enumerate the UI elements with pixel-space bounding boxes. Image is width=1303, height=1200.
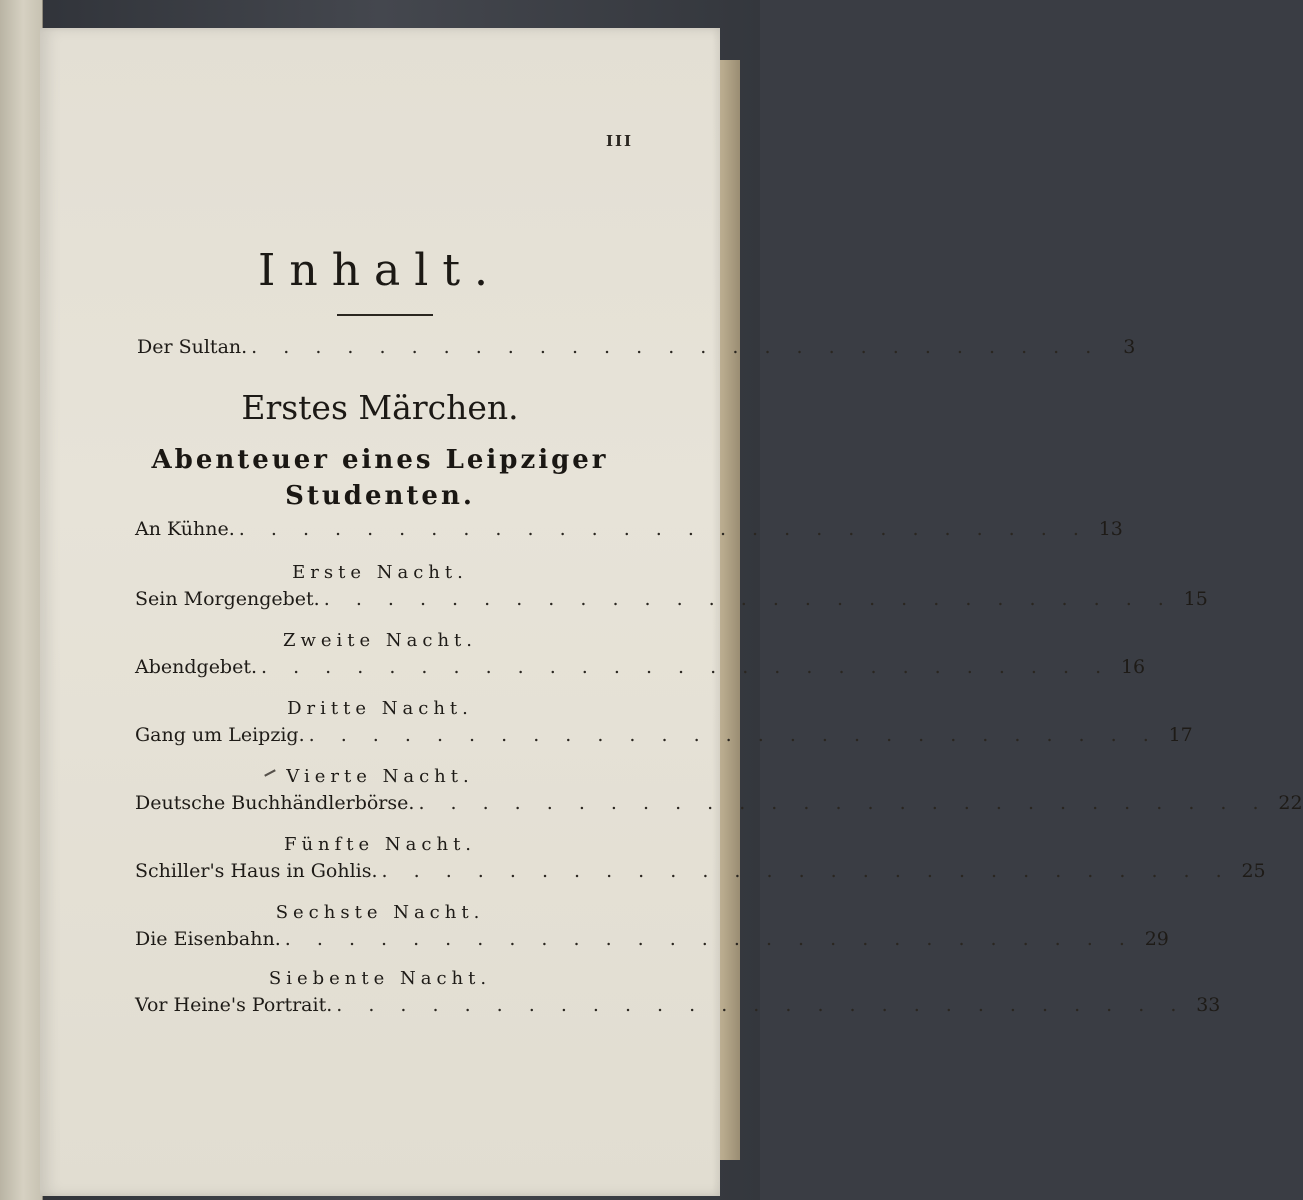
toc-entry-title: Die Eisenbahn.	[135, 928, 281, 950]
toc-entry-title: Schiller's Haus in Gohlis.	[135, 860, 378, 882]
toc-leader-dots: . . . . . . . . . . . . . . . . . . . . . . . . . . .	[336, 994, 1187, 1016]
night-heading: Zweite Nacht.	[282, 630, 478, 651]
toc-entry	[135, 588, 1208, 622]
toc-entry-page: 33	[1196, 994, 1221, 1016]
toc-leader-dots: . . . . . . . . . . . . . . . . . . . . . . . . . . .	[238, 518, 1089, 540]
toc-leader-dots: . . . . . . . . . . . . . . . . . . . . . . . . . . .	[284, 928, 1135, 950]
heading-rule	[337, 314, 433, 316]
toc-entry-title: Sein Morgengebet.	[135, 588, 320, 610]
toc-leader-dots: . . . . . . . . . . . . . . . . . . . . . . . . . . .	[251, 336, 1102, 358]
toc-entry-page: 29	[1144, 928, 1169, 950]
previous-page-edge	[0, 0, 43, 1200]
contents-heading: Inhalt.	[257, 245, 503, 296]
toc-entry	[135, 994, 1221, 1028]
toc-entry	[135, 656, 1146, 690]
toc-entry-page: 22	[1278, 792, 1303, 814]
toc-entry-page: 15	[1183, 588, 1208, 610]
section-title: Erstes Märchen.	[241, 388, 519, 427]
toc-entry-title: An Kühne.	[135, 518, 235, 540]
toc-entry-title: Abendgebet.	[135, 656, 258, 678]
toc-entry	[135, 792, 1303, 826]
toc-entry-page: 16	[1120, 656, 1146, 678]
toc-leader-dots: . . . . . . . . . . . . . . . . . . . . . . . . . . .	[323, 588, 1174, 610]
night-heading: Siebente Nacht.	[268, 968, 492, 989]
toc-leader-dots: . . . . . . . . . . . . . . . . . . . . . . . . . . .	[418, 792, 1269, 814]
night-heading: Fünfte Nacht.	[283, 834, 477, 855]
toc-entry	[135, 928, 1169, 962]
toc-entry-title: Deutsche Buchhändlerbörse.	[135, 792, 415, 814]
toc-entry-sultan	[137, 336, 1136, 370]
toc-entry-page: 13	[1098, 518, 1123, 540]
section-subtitle-line-2: Studenten.	[285, 481, 475, 511]
night-heading: Sechste Nacht.	[275, 902, 485, 923]
toc-leader-dots: . . . . . . . . . . . . . . . . . . . . . . . . . . .	[261, 656, 1112, 678]
toc-entry-page: 3	[1123, 336, 1136, 358]
toc-entry	[135, 724, 1193, 758]
toc-entry-title: Der Sultan.	[137, 336, 248, 358]
toc-entry-title: Vor Heine's Portrait.	[135, 994, 333, 1016]
toc-entry	[135, 860, 1266, 894]
night-heading: Vierte Nacht.	[286, 766, 474, 787]
toc-leader-dots: . . . . . . . . . . . . . . . . . . . . . . . . . . .	[381, 860, 1232, 882]
night-heading: Erste Nacht.	[292, 562, 468, 583]
toc-entry	[135, 518, 1123, 552]
toc-leader-dots: . . . . . . . . . . . . . . . . . . . . . . . . . . .	[308, 724, 1159, 746]
night-heading: Dritte Nacht.	[287, 698, 473, 719]
page-number: III	[605, 132, 633, 150]
section-subtitle-line-1: Abenteuer eines Leipziger	[151, 445, 609, 475]
toc-entry-page: 25	[1241, 860, 1266, 882]
toc-entry-title: Gang um Leipzig.	[135, 724, 305, 746]
toc-entry-page: 17	[1168, 724, 1193, 746]
